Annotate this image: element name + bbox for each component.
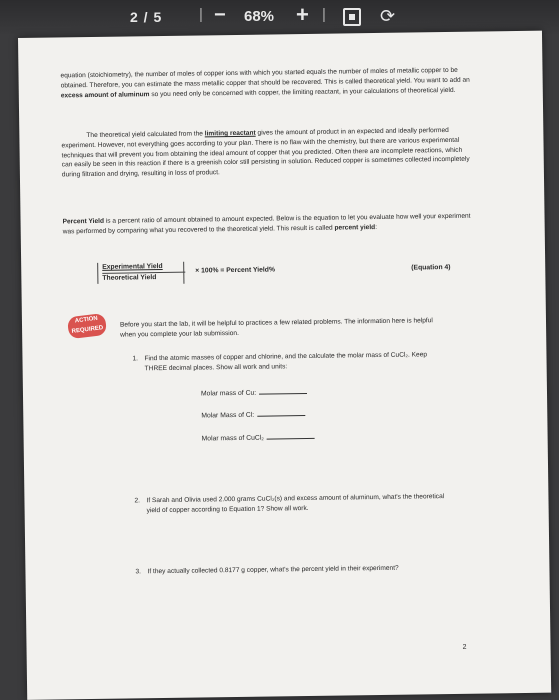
molar-mass-cl-field[interactable]: Molar Mass of Cl:	[201, 411, 305, 419]
question-1	[132, 350, 432, 374]
viewer-toolbar	[0, 0, 559, 34]
action-required-stamp: ACTION REQUIRED	[67, 313, 107, 339]
formula-multiplier: × 100% = Percent Yield%	[195, 266, 276, 275]
zoom-in-button[interactable]: +	[296, 2, 309, 27]
question-number: 1.	[132, 355, 139, 363]
question-text: Find the atomic masses of copper and chlorine, and the calculate the molar mass of CuCl₂. Keep THREE decimal places. Show all work and units:	[144, 351, 428, 373]
molar-mass-cu-field[interactable]: Molar mass of Cu:	[201, 389, 307, 397]
fit-page-icon[interactable]	[343, 8, 361, 26]
paragraph-theoretical-yield: equation (stoichiometry), the number of moles of copper ions with which you started equals the number of moles of metallic copper to be obtained. Therefore, you can estimate the mass metallic copper that should be recovered. This is called theoretical yield. You want to add an excess amount of aluminum so you need only be concerned with copper, the limiting reactant, in your calculations of theoretical yield.	[60, 66, 470, 100]
paragraph-limiting-reactant: The theoretical yield calculated from the limiting reactant gives the amount of product in an expected and ideally performed experiment. However, not everything goes according to your plan. There is no flaw with the chemistry, but there are various experimental techniques that will prevent you from obtaining the ideal amount of copper that you predicted. Often there are incomplete reactions, which can easily be seen in this reaction if there is a greenish color still persisting in solution. Reduced copper is sometimes collected incompletely during filtration and drying, resulting in loss of product.	[61, 126, 470, 179]
question-3	[135, 563, 455, 577]
answer-blank[interactable]	[257, 415, 305, 417]
answer-blank[interactable]	[267, 438, 315, 440]
page-indicator: 2 / 5	[130, 9, 163, 25]
paragraph-percent-yield: Percent Yield is a percent ratio of amount obtained to amount expected. Below is the equation to let you evaluate how well your experiment was performed by comparing what you recovered to the theoretical yield. This result is called percent yield:	[62, 212, 471, 236]
zoom-level[interactable]: 68%	[244, 8, 275, 25]
document-page[interactable]	[18, 31, 551, 700]
page-number: 2	[462, 643, 467, 651]
rotate-icon[interactable]: ⟳	[380, 6, 396, 26]
toolbar-separator: |	[322, 6, 326, 23]
question-2	[134, 492, 454, 516]
formula-denominator: Theoretical Yield	[102, 272, 185, 284]
molar-mass-cucl2-field[interactable]: Molar mass of CuCl₂	[202, 434, 315, 443]
question-text: If Sarah and Olivia used 2.000 grams CuCl₂(s) and excess amount of aluminum, what's the theoretical yield of copper according to Equation 1? Show all work.	[146, 493, 445, 515]
equation-label: (Equation 4)	[411, 263, 451, 272]
zoom-out-button[interactable]: −	[214, 4, 226, 26]
answer-blank[interactable]	[259, 393, 307, 395]
question-text: If they actually collected 0.8177 g copper, what's the percent yield in their experiment?	[147, 564, 399, 576]
paragraph-practice-intro: Before you start the lab, it will be helpful to practices a few related problems. The information here is helpful when you complete your lab submission.	[119, 317, 433, 339]
formula-fraction	[97, 262, 185, 284]
question-number: 2.	[134, 497, 141, 505]
question-number: 3.	[135, 568, 142, 576]
formula-numerator: Experimental Yield	[102, 263, 163, 271]
toolbar-separator: |	[199, 6, 203, 23]
